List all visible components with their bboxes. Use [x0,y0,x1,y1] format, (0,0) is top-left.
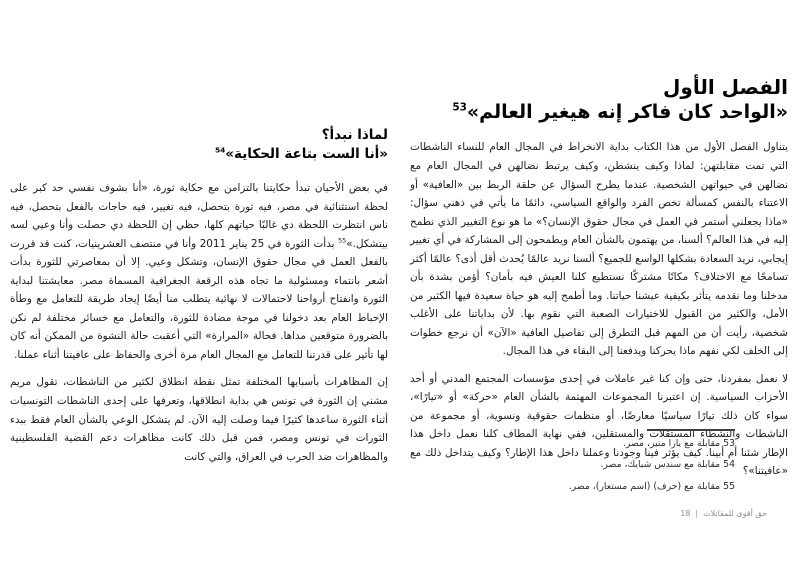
section-heading-line2: «أنا الست بتاعة الحكاية» [225,146,388,163]
chapter-paragraph-1: يتناول الفصل الأول من هذا الكتاب بداية الانخراط في المجال العام للنساء الناشطات التي تمت مقابلتهن: لماذا وكيف ينشطن، وكيف يرتبط نضالهن في المجال العام مع نضالهن في حيواتهن الشخصية. عندما يطرح السؤال عن حلقة الربط بين «العافية» أو الاعتناء بالنفس كمسألة تخص الفرد والواقع السياسي، دائمًا ما يأتي في ذهني سؤال: «ماذا يجعلني أستمر في العمل في مجال حقوق الإنسان؟» ما هو نوع التغيير الذي نطمح إليه في هذا العالم؟ ألسنا، من يهتمون بالشأن العام ويطمحون إلى المشاركة في أي تغيير إيجابي، نريد السعادة بشكلها الواسع للجميع؟ ألسنا نريد عالمًا يُحدث أقل أذى؟ عالمًا أكثر تسامحًا مع الاختلاف؟ مكانًا مشتركًا نستطيع كلنا العيش فيه بأمان؟ أؤمن بشدة بأن مدخلنا وما نقدمه يتأثر بكيفية عيشنا حياتنا. وما أطمح إليه هو حياة سعيدة فيها الكثير من الأمل، والكثير من القبول للاختيارات الصعبة التي نقوم بها. لأن بداياتنا على الأغلب شخصية، رأيت أن من المهم قبل التطرق إلى تفاصيل العافية «الآن» أن نرجع خطوات إلى الخلف لكي نفهم ماذا يحركنا ويدفعنا إلى البقاء في هذا المجال. [410,141,788,358]
footnote-ref-55: 55 [338,236,347,245]
footnote-54-text: مقابلة مع سندس شبايك، مصر. [600,459,721,471]
column-left [10,126,388,475]
footnote-separator-rule [647,429,735,431]
footnote-53 [495,437,735,451]
footnote-55-number: 55 [723,480,735,492]
page-footer [680,509,767,518]
footnote-ref-54: 54 [214,145,226,155]
footer-book-title: حق أقوى للمقاتلات [703,509,767,518]
chapter-subtitle-text: «الواحد كان فاكر إنه هيغير العالم» [466,101,788,124]
footnote-55-text: مقابلة مع (حرف) (اسم مستعار)، مصر. [568,480,721,492]
section-heading-line1: لماذا نبدأ؟ [321,127,388,143]
section-heading [10,126,388,164]
section-text [10,179,388,466]
section-paragraph-1-rest: بدأت الثورة في 25 يناير 2011 وأنا في منتصف العشرينيات، كنت قد قررت بالفعل العمل في مجال حقوق الإنسان، وتشكل وعيي. إلا أن بمعاصرتي للثورة بدأت أشعر بانتماء ومسئولية ما تجاه هذه الرقعة الجغرافية المسماة مصر. معايشتنا لبداية الثورة وانفتاح أرواحنا لاحتمالات لا نهائية يتطلب منا أيضًا إيجاد طريقة للتعامل مع وطأة الإحباط العام بعد دخولنا في موجة مضادة للثورة، والتعامل مع خسائر مختلفة لم نكن بالضرورة متوقعين مداها. فحالة «المرارة» التي أعقبت حالة النشوة من الممكن أنه كان لها تأثير على قدرتنا للتعامل مع المجال العام مرة أخرى والحفاظ على عافيتنا أثناء عملنا. [10,237,388,361]
footer-page-number: 18 [680,509,691,518]
chapter-title: الفصل الأول [663,75,788,99]
footnote-ref-53: 53 [452,102,467,115]
chapter-paragraph-2: لا نعمل بمفردنا، حتى وإن كنا غير عاملات في إحدى مؤسسات المجتمع المدني أو أحد الأحزاب السياسية. إن اعتبرنا المجموعات المهتمة بالشأن العام «حركة» أو «تيارًا»، سواء كان ذلك تيارًا سياسيًا معارضًا، أو منظمات حقوقية ونسوية، أو مجموعة من الناشطات والنشطاء المستقلات والمستقلين، ففي نهاية المطاف كلنا نعمل داخل هذا الإطار شئنا أم أبينا. كيف يؤثر فينا وجودنا وعملنا داخل هذا الإطار؟ وكيف يتداخل ذلك مع «عافيتنا»؟ [410,372,788,478]
footnotes-block [495,429,735,501]
chapter-subtitle [410,100,788,125]
section-paragraph-1-lead: في بعض الأحيان تبدأ حكايتنا بالتزامن مع حكاية ثورة، «أنا بشوف نفسي حد كبر على لحظة استثنائية في مصر، فيه ثورة بتحصل، فيه تغيير، فيه حاجات بالفعل بتحصل، فيه ناس انتظرت اللحظة دي غالبًا حياتهم كلها، حظي إن اللحظة دي حصلت وأنا وعيي لسه بيتشكل.» [10,182,388,250]
footnote-54-number: 54 [723,459,735,471]
section-paragraph-2: إن المظاهرات بأسبابها المختلفة تمثل نقطة انطلاق لكثير من الناشطات، تقول مريم مشني إن الثورة في تونس هي بداية انطلاقها، وتعرفها على إحدى الناشطات التونسيات أثناء الثورة ساعدها كثيرًا فيما وصلت إليه الآن. لم يتشكل الوعي بالشأن العام فقط ببدء الثورات في تونس ومصر، فمن قبل ذلك كانت مظاهرات دعم القضية الفلسطينية والمظاهرات ضد الحرب في العراق، والتي كانت [10,376,388,463]
footnote-53-number: 53 [723,438,735,449]
footnote-55 [495,480,735,494]
footnote-53-text: مقابلة مع يارا منير، مصر. [622,438,721,449]
footnote-54 [495,458,735,472]
section-paragraph-1 [10,179,388,364]
column-right [410,74,788,490]
footer-separator: | [695,509,699,518]
